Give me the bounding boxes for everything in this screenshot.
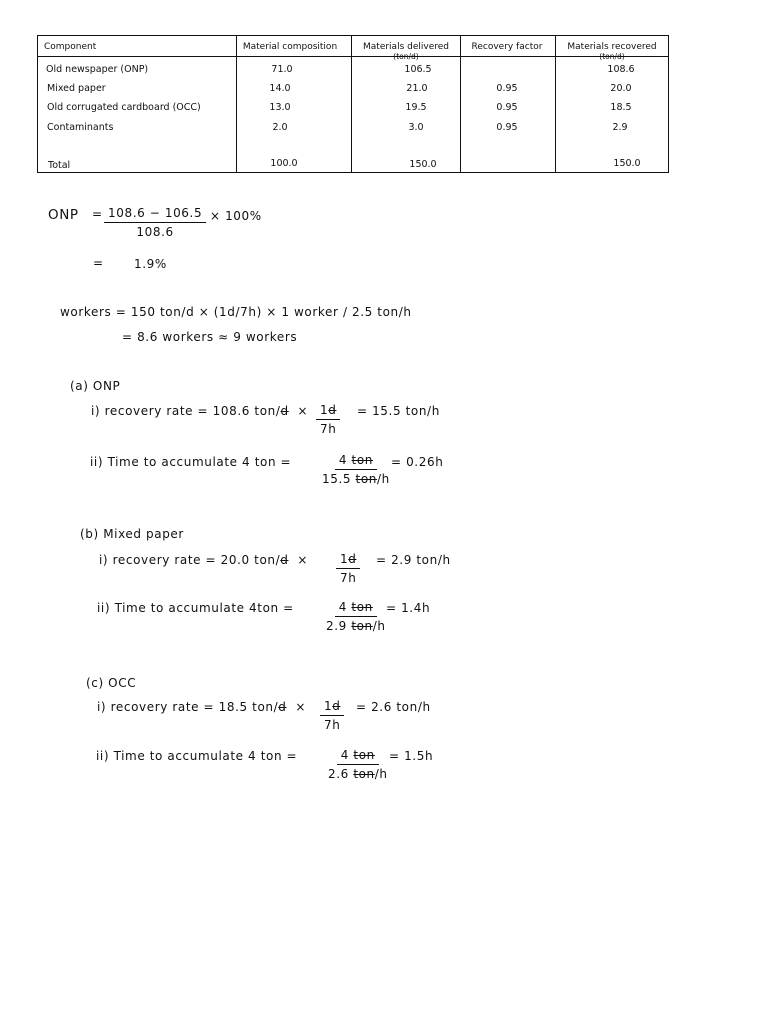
part-b-i-times: × <box>297 553 308 567</box>
part-a-i-result: = 15.5 ton/h <box>357 404 440 418</box>
part-c-i-result: = 2.6 ton/h <box>356 700 431 714</box>
part-b-i-num-cancel: d <box>348 552 357 566</box>
part-a-i-num-cancel: d <box>328 403 337 417</box>
part-b-i-line <box>99 553 308 567</box>
row-occ-component: Old corrugated cardboard (OCC) <box>47 102 201 113</box>
part-a-i-num-value: 1 <box>320 403 329 417</box>
row-occ-factor: 0.95 <box>496 102 518 113</box>
part-c-ii-prefix: ii) Time to accumulate 4 ton = <box>96 749 298 763</box>
part-b-ii-den-value: 2.9 <box>326 619 352 633</box>
part-b-i-numerator <box>336 552 360 569</box>
onp-calc-equals-2: = <box>93 256 104 270</box>
part-c-ii-den-cancel: ton <box>353 767 375 781</box>
part-a-ii-den-cancel: ton <box>355 472 377 486</box>
part-b-i-prefix: i) recovery rate = 20.0 ton/ <box>99 553 281 567</box>
part-a-ii-den-unit: /h <box>377 472 390 486</box>
part-c-ii-numerator <box>337 748 379 765</box>
row-occ-delivered: 19.5 <box>405 102 427 113</box>
part-c-i-denominator: 7h <box>324 718 341 732</box>
row-mixed-composition: 14.0 <box>269 83 291 94</box>
part-c-i-cancel: d <box>278 700 287 714</box>
part-b-i-fraction <box>336 552 360 585</box>
part-a-ii-numerator <box>335 453 377 470</box>
part-c-ii-den-unit: /h <box>374 767 388 781</box>
part-a-ii-num-cancel: ton <box>351 453 373 467</box>
row-contaminants-factor: 0.95 <box>496 122 518 133</box>
part-c-title: (c) OCC <box>86 676 137 690</box>
onp-calc-label: ONP <box>48 207 79 223</box>
part-a-i-line <box>91 404 308 418</box>
part-a-ii-num-value: 4 <box>338 453 352 467</box>
row-mixed-component: Mixed paper <box>47 83 106 94</box>
part-b-ii-denominator <box>326 617 386 633</box>
header-delivered: Materials delivered <box>363 42 449 52</box>
total-label: Total <box>48 160 71 171</box>
part-a-ii-result: = 0.26h <box>391 455 444 469</box>
part-b-i-result: = 2.9 ton/h <box>376 553 451 567</box>
row-contaminants-component: Contaminants <box>47 122 114 133</box>
total-delivered: 150.0 <box>409 159 437 170</box>
part-a-i-denominator: 7h <box>320 422 337 436</box>
row-onp-recovered: 108.6 <box>607 64 635 75</box>
part-b-i-denominator: 7h <box>340 571 357 585</box>
part-b-ii-numerator <box>335 600 377 617</box>
part-b-ii-result: = 1.4h <box>386 601 431 615</box>
part-a-ii-fraction <box>322 453 390 486</box>
total-composition: 100.0 <box>270 158 298 169</box>
part-c-ii-num-cancel: ton <box>353 748 375 762</box>
row-contaminants-delivered: 3.0 <box>408 122 424 133</box>
part-c-i-fraction <box>320 699 344 732</box>
part-c-i-num-value: 1 <box>324 699 333 713</box>
onp-calc-fraction <box>104 206 206 239</box>
part-c-ii-num-value: 4 <box>340 748 354 762</box>
row-onp-component: Old newspaper (ONP) <box>46 64 149 75</box>
part-a-ii-denominator <box>322 470 390 486</box>
workers-line-2: = 8.6 workers ≈ 9 workers <box>122 330 298 344</box>
header-component: Component <box>44 42 97 52</box>
row-mixed-delivered: 21.0 <box>406 83 428 94</box>
part-c-ii-denominator <box>328 765 388 781</box>
total-recovered: 150.0 <box>613 158 641 169</box>
part-b-i-cancel: d <box>280 553 289 567</box>
row-mixed-recovered: 20.0 <box>610 83 632 94</box>
onp-calc-numerator: 108.6 − 106.5 <box>104 206 206 223</box>
header-recovered-unit: (ton/d) <box>599 52 625 61</box>
part-a-ii-prefix: ii) Time to accumulate 4 ton = <box>90 455 292 469</box>
part-c-i-numerator <box>320 699 344 716</box>
row-occ-composition: 13.0 <box>269 102 291 113</box>
part-a-i-times: × <box>297 404 309 418</box>
part-b-i-num-value: 1 <box>340 552 349 566</box>
onp-calc-equals: = <box>92 207 103 221</box>
header-recovery-factor: Recovery factor <box>471 42 543 52</box>
part-a-i-numerator <box>316 403 340 420</box>
part-b-ii-num-cancel: ton <box>351 600 373 614</box>
part-c-i-prefix: i) recovery rate = 18.5 ton/ <box>97 700 279 714</box>
part-a-i-fraction <box>316 403 340 436</box>
onp-calc-times: × 100% <box>210 209 262 223</box>
part-a-i-cancel: d <box>280 404 289 418</box>
row-onp-delivered: 106.5 <box>404 64 432 75</box>
part-c-ii-fraction <box>328 748 388 781</box>
part-c-ii-den-value: 2.6 <box>328 767 354 781</box>
part-c-i-line <box>97 700 306 714</box>
row-contaminants-composition: 2.0 <box>272 122 288 133</box>
part-a-i-prefix: i) recovery rate = 108.6 ton/ <box>91 404 281 418</box>
part-b-ii-fraction <box>326 600 386 633</box>
header-recovered: Materials recovered <box>567 42 657 52</box>
row-onp-composition: 71.0 <box>271 64 293 75</box>
part-a-ii-den-value: 15.5 <box>322 472 356 486</box>
row-contaminants-recovered: 2.9 <box>612 122 628 133</box>
part-b-ii-den-cancel: ton <box>351 619 373 633</box>
part-c-i-num-cancel: d <box>332 699 341 713</box>
row-mixed-factor: 0.95 <box>496 83 518 94</box>
onp-calc-result: 1.9% <box>134 257 167 271</box>
header-composition: Material composition <box>242 42 338 52</box>
part-b-ii-prefix: ii) Time to accumulate 4ton = <box>97 601 294 615</box>
row-occ-recovered: 18.5 <box>610 102 632 113</box>
part-c-i-times: × <box>295 700 306 714</box>
part-b-ii-den-unit: /h <box>372 619 386 633</box>
table-header-divider <box>38 56 668 57</box>
part-c-ii-result: = 1.5h <box>389 749 434 763</box>
header-delivered-unit: (ton/d) <box>393 52 419 61</box>
workers-line-1: workers = 150 ton/d × (1d/7h) × 1 worker / 2.5 ton/h <box>60 305 412 319</box>
part-b-ii-num-value: 4 <box>338 600 352 614</box>
materials-table <box>37 35 669 173</box>
onp-calc-denominator: 108.6 <box>136 225 174 239</box>
part-b-title: (b) Mixed paper <box>80 527 184 541</box>
part-a-title: (a) ONP <box>70 379 121 393</box>
